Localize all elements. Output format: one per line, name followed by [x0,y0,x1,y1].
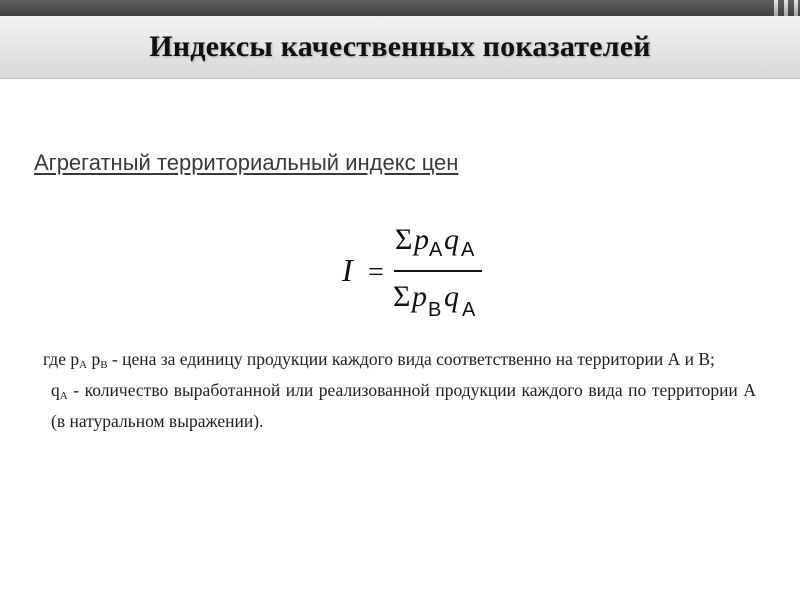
slide-subtitle: Агрегатный территориальный индекс цен [34,150,459,175]
title-band [0,16,800,79]
numerator-p-sub: A [429,239,443,261]
numerator-q: q [444,223,459,256]
numerator-p: p [414,223,429,256]
slide-title: Индексы качественных показателей [149,30,651,63]
formula-graphic [336,212,496,332]
denominator-p-sub: B [428,299,442,321]
top-bar [0,0,800,16]
numerator-sigma: Σ [395,223,413,256]
formula-lhs: I [342,252,353,288]
description-prices: где $p_A$ $p_B$ - цена за единицу продукции каждого вида соответственно на территории А и В; [43,349,715,371]
formula-equals: = [368,257,384,288]
denominator-p: p [412,280,427,313]
description-quantity: $q_A$ - количество выработанной или реализованной продукции каждого вида по территории А (в натуральном выражении). [51,380,756,431]
price-index-formula [336,212,496,332]
formula-description [43,344,756,437]
denominator-q: q [444,280,459,313]
numerator-q-sub: A [461,239,475,261]
denominator-sigma: Σ [393,280,411,313]
denominator-q-sub: A [462,299,476,321]
